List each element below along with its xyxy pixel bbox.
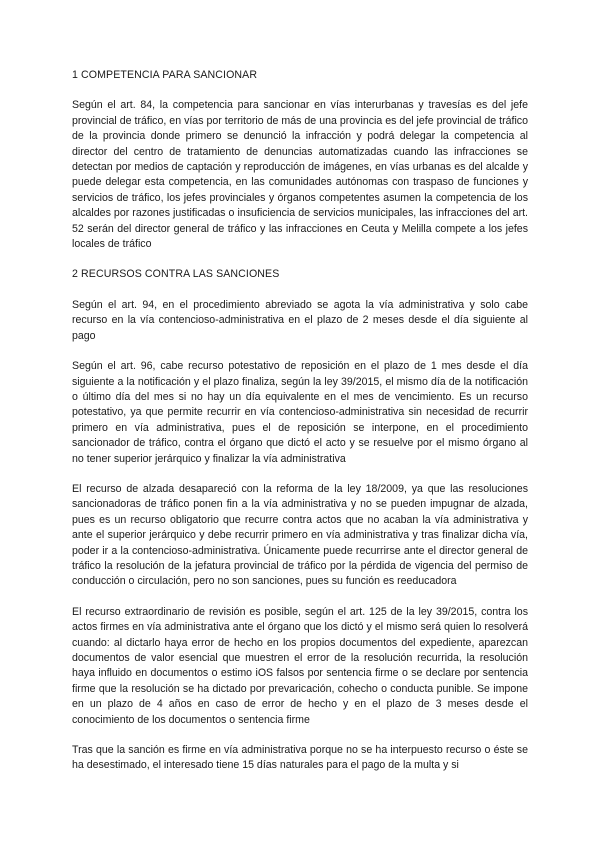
paragraph-recurso-alzada: El recurso de alzada desapareció con la reforma de la ley 18/2009, ya que las resoluciones sancionadoras de tráfico ponen fin a la vía administrativa y no se pueden impugnar de alzada, pues es un recurso obligatorio que recurre contra actos que no acaban la vía administrativa y ante el superior jerárquico y debe recurrir primero en vía administrativa y tras finalizar dicha vía, poder ir a la contencioso-administrativa. Únicamente puede recurrirse ante el director general de tráfico la resolución de la jefatura provincial de tráfico por la pérdida de vigencia del permiso de conducción o circulación, pero no son sanciones, pues su función es reeducadora (72, 482, 528, 588)
section-heading-competencia: 1 COMPETENCIA PARA SANCIONAR (72, 69, 258, 81)
paragraph-competencia: Según el art. 84, la competencia para sancionar en vías interurbanas y travesías es del jefe provincial de tráfico, en vías por territorio de más de una provincia es del jefe provincial de tráfico de la provincia donde primero se denunció la infracción y podrá delegar la competencia al director del centro de tratamiento de denuncias automatizadas cuando las infracciones se detectan por medios de captación y reproducción de imágenes, en vías urbanas es del alcalde y puede delegar esta competencia, en las comunidades autónomas con traspaso de funciones y servicios de tráfico, los jefes provinciales y órganos competentes asumen la competencia de los alcaldes por razones justificadas o insuficiencia de servicios municipales, las infracciones del art. 52 serán del director general de tráfico y las infracciones en Ceuta y Melilla compete a los jefes locales de tráfico (72, 99, 528, 251)
section-heading-recursos: 2 RECURSOS CONTRA LAS SANCIONES (72, 268, 280, 281)
paragraph-pago-multa: Tras que la sanción es firme en vía administrativa porque no se ha interpuesto recurso o éste se ha desestimado, el interesado tiene 15 días naturales para el pago de la multa y si (72, 744, 528, 772)
paragraph-recurso-reposicion: Según el art. 96, cabe recurso potestativo de reposición en el plazo de 1 mes desde el día siguiente a la notificación y el plazo finaliza, según la ley 39/2015, el mismo día de la notificación o último día del mes si no hay un día equivalente en el mes de vencimiento. Es un recurso potestativo, ya que permite recurrir en vía contencioso-administrativa sin necesidad de recurrir primero en vía administrativa, pues el de reposición se interpone, en el procedimiento sancionador de tráfico, contra el órgano que dictó el acto y se resuelve por el mismo órgano al no tener superior jerárquico y finalizar la vía administrativa (72, 360, 528, 465)
document-body (72, 68, 528, 789)
paragraph-recurso-revision: El recurso extraordinario de revisión es posible, según el art. 125 de la ley 39/2015, contra los actos firmes en vía administrativa ante el órgano que los dictó y el mismo será quien lo resolverá cuando: al dictarlo haya error de hecho en los propios documentos del expediente, aparezcan documentos de valor esencial que muestren el error de la resolución recurrida, la resolución haya influido en documentos o estimo iOS falsos por sentencia firme o se declare por sentencia firme que la resolución se ha dictado por prevaricación, cohecho o conducta punible. Se impone en un plazo de 4 años en caso de error de hecho y en el plazo de 3 meses desde el conocimiento de los documentos o sentencia firme (72, 605, 528, 726)
paragraph-procedimiento-abreviado: Según el art. 94, en el procedimiento abreviado se agota la vía administrativa y solo cabe recurso en la vía contencioso-administrativa en el plazo de 2 meses desde el día siguiente al pago (72, 298, 528, 342)
